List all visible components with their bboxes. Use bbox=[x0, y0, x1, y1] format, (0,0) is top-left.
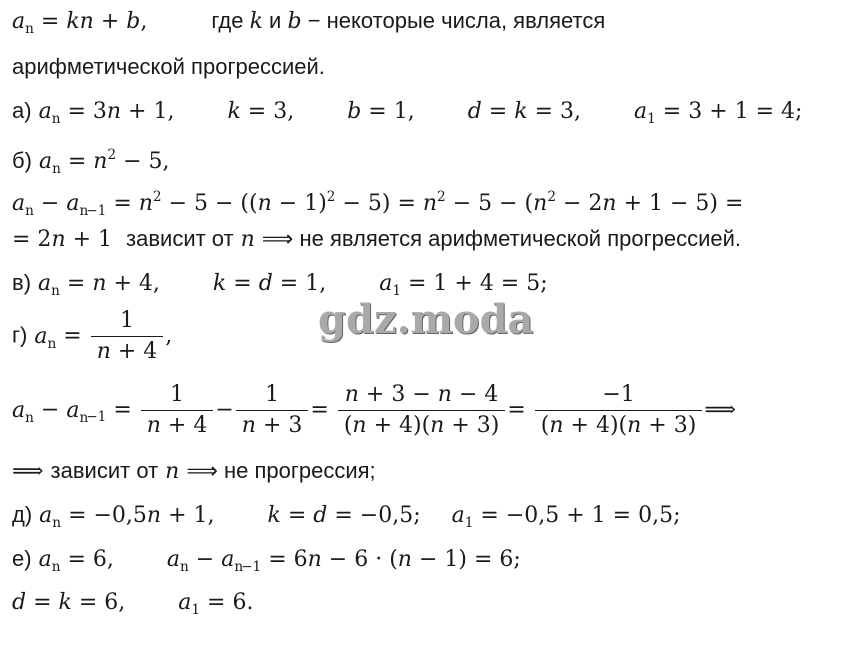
intro-line-1: $a_n$ = kn + b, где k и b − некоторые числа, является bbox=[12, 8, 606, 37]
item-e-final: d = k = 6, $a_1 = 6$. bbox=[12, 590, 254, 618]
intro-line-2: арифметической прогрессией. bbox=[12, 54, 325, 79]
item-a: а) $a_n = 3n + 1$, k = 3, b = 1, d = k = 3, $a_1 = 3 + 1 = 4$; bbox=[12, 98, 803, 127]
item-g-head: г) $a_n$ = $\frac{1}{n + 4}$ , bbox=[12, 306, 172, 367]
item-b-result: = 2n + 1 зависит от n ⟹ не является арифметической прогрессией. bbox=[12, 226, 742, 252]
fraction: $\frac{-1}{(n + 4)(n + 3)}$ bbox=[535, 380, 703, 441]
item-b-head: б) $a_n = n^2 - 5$, bbox=[12, 147, 170, 177]
item-e: е) $a_n = 6$, $a_n - a_{n-1} = 6n - 6 \cdot (n - 1) = 6$; bbox=[12, 546, 521, 575]
fraction: $\frac{1}{n + 3}$ bbox=[236, 380, 309, 441]
intro-text: где k и b − некоторые числа, является bbox=[211, 8, 606, 34]
fraction: $\frac{1}{n + 4}$ bbox=[91, 306, 164, 367]
item-g-diff: $a_n - a_{n-1}$ = $\frac{1}{n + 4}$ − $\frac{1}{n + 3}$ = $\frac{n + 3 - n - 4}{(n + 4)(n + 3)}$ = $\frac{-1}{(n + 4)(n + 3)}$ ⟹ bbox=[12, 380, 736, 441]
item-b-diff: $a_n - a_{n-1} = n^2 - 5 - ((n - 1)^2 - 5) = n^2 - 5 - (n^2 - 2n + 1 - 5)$ = bbox=[12, 189, 744, 219]
item-g-result: ⟹ зависит от n ⟹ не прогрессия; bbox=[12, 458, 376, 484]
fraction: $\frac{1}{n + 4}$ bbox=[141, 380, 214, 441]
item-d: д) $a_n = -0,5n + 1$, k = d = −0,5; $a_1 = -0,5 + 1 = 0,5$; bbox=[12, 502, 681, 531]
watermark-logo: gdz.moda bbox=[318, 296, 534, 343]
item-v: в) $a_n = n + 4$, k = d = 1, $a_1 = 1 + 4 = 5$; bbox=[12, 270, 548, 299]
fraction: $\frac{n + 3 - n - 4}{(n + 4)(n + 3)}$ bbox=[338, 380, 506, 441]
